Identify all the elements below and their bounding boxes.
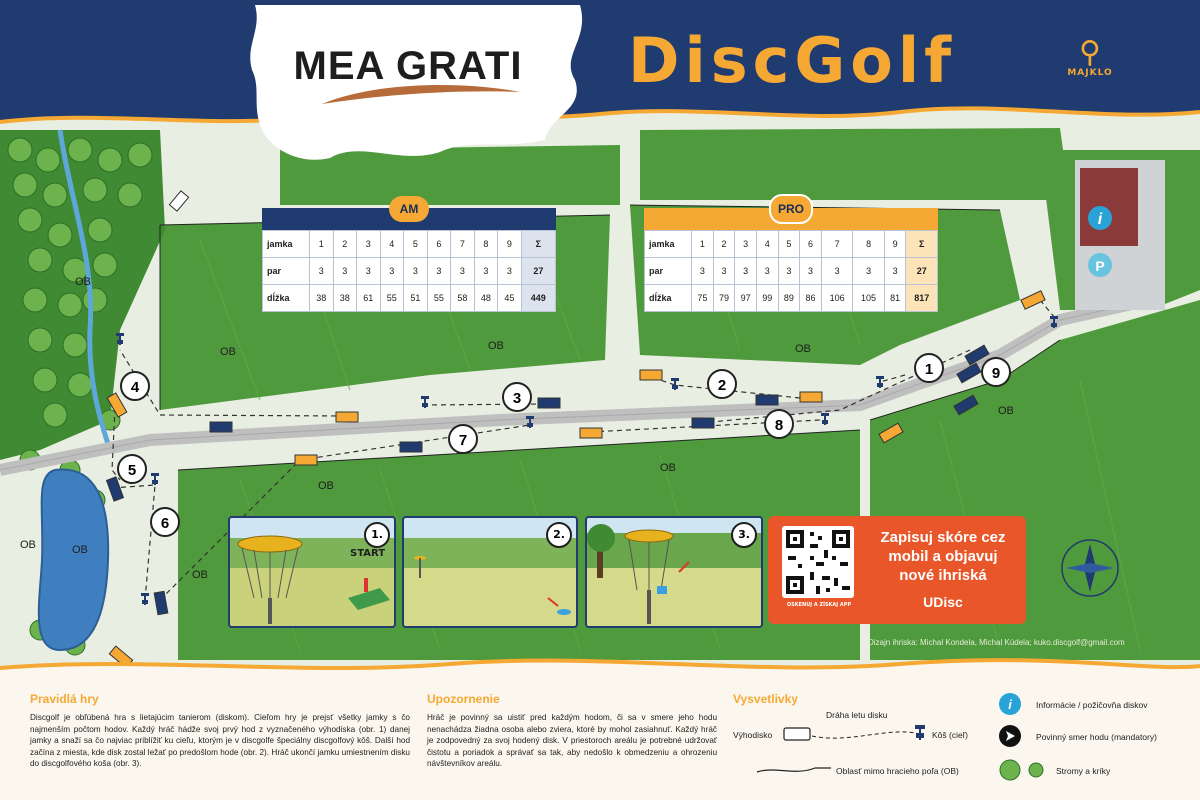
legend-tee: Výhodisko — [733, 730, 773, 740]
brand-logo — [1058, 35, 1122, 78]
legend-info: Informácie / požičovňa diskov — [1036, 700, 1148, 710]
legend-mandatory: Povinný smer hodu (mandatory) — [1036, 732, 1157, 742]
table-row: par 3 3 3 3 3 3 3 3 3 27 — [263, 258, 556, 285]
pro-badge: PRO — [769, 194, 813, 224]
svg-text:7: 7 — [458, 432, 468, 449]
svg-text:3: 3 — [512, 390, 522, 407]
am-badge: AM — [389, 196, 429, 222]
compass-icon — [1062, 540, 1118, 596]
table-row: jamka 1 2 3 4 5 6 7 8 9 Σ — [263, 231, 556, 258]
illustration-number: 1. — [364, 522, 390, 548]
pond — [39, 470, 108, 650]
warning-title: Upozornenie — [427, 692, 500, 706]
udisc-promo[interactable] — [768, 516, 1026, 624]
illustration-basket-finish — [585, 516, 763, 628]
ob-label: OB — [75, 276, 91, 288]
pro-score-table — [644, 202, 938, 312]
ob-label: OB — [488, 340, 504, 352]
legend-flight: Dráha letu disku — [826, 710, 888, 720]
ob-label: OB — [220, 346, 236, 358]
hole-marker-8 — [765, 410, 793, 438]
svg-text:6: 6 — [160, 515, 170, 532]
illustration-number: 2. — [546, 522, 572, 548]
svg-text:4: 4 — [130, 379, 140, 396]
hole-marker-7 — [449, 425, 477, 453]
am-score-table — [262, 202, 556, 312]
start-label: START — [350, 548, 386, 559]
ob-label: OB — [192, 569, 208, 581]
svg-text:8: 8 — [774, 417, 784, 434]
ob-label: OB — [660, 462, 676, 474]
brand-mark-icon: ⚲ — [1079, 35, 1101, 70]
hole-marker-2 — [708, 370, 736, 398]
ob-label: OB — [20, 539, 36, 551]
legend-trees: Stromy a kríky — [1056, 766, 1111, 776]
svg-text:5: 5 — [127, 462, 137, 479]
ob-label: OB — [72, 544, 88, 556]
svg-text:i: i — [1008, 697, 1012, 712]
qr-caption: OSKENUJ A ZÍSKAJ APP — [786, 602, 852, 608]
legend-basket: Kôš (cieľ) — [932, 730, 969, 740]
brand-name: MAJKLO — [1067, 68, 1113, 78]
legend-title: Vysvetlivky — [733, 692, 798, 706]
svg-text:1: 1 — [924, 361, 934, 378]
info-icon — [998, 692, 1022, 716]
table-row: dĺžka 75 79 97 99 89 86 106 105 81 817 — [645, 285, 938, 312]
svg-text:2: 2 — [717, 377, 727, 394]
ob-label: OB — [795, 343, 811, 355]
legend-ob-icon — [755, 762, 835, 778]
rules-title: Pravidlá hry — [30, 692, 99, 706]
hole-marker-3 — [503, 383, 531, 411]
legend-ob: Oblasť mimo hracieho poľa (OB) — [836, 766, 959, 776]
svg-text:9: 9 — [991, 365, 1001, 382]
logo-text: MEA GRATI — [293, 44, 523, 88]
warning-body: Hráč je povinný sa uistiť pred každým hodom, či sa v smere jeho hodu nenachádza žiadna osoba alebo zviera, ktoré by mohol zasiahnuť. Každý hráč je zodpovedný za svoj hodený disk. V priestoroch areálu je potrebné udržovať čistotu a poriadok a správať sa tak, aby nedošlo k obmedzeniu a ohrozeniu návštevníkov areálu. — [427, 713, 717, 768]
table-row: par 3 3 3 3 3 3 3 3 3 27 — [645, 258, 938, 285]
header-band — [0, 0, 1200, 122]
ob-label: OB — [998, 405, 1014, 417]
mea-grati-logo — [248, 18, 568, 158]
hole-marker-6 — [151, 508, 179, 536]
ob-label: OB — [318, 480, 334, 492]
illustration-number: 3. — [731, 522, 757, 548]
hole-marker-4 — [121, 372, 149, 400]
illustration-tee-throw — [228, 516, 396, 628]
table-row: jamka 1 2 3 4 5 6 7 8 9 Σ — [645, 231, 938, 258]
info-sign-text: i — [1097, 211, 1103, 228]
rules-body: Discgolf je obľúbená hra s lietajúcim tanierom (diskom). Cieľom hry je prejsť všetky jamky s čo najmenším počtom hodov. Každý hráč hádže svoj prvý hod z vyznačeného výhodiska (obr. 1) danej jamky a snaží sa čo najviac priblížiť ku cieľu, ktorým je v discgolfe špeciálny discgolfový kôš. Další hod začína z miesta, kde disk zostal ležať po predošlom hode (obr. 2). Hráč ukončí jamku umiestnením disku do discgolfového koša (obr. 3). — [30, 713, 410, 768]
parking-sign-text: P — [1095, 258, 1105, 274]
udisc-logo: UDisc — [923, 594, 963, 610]
hole-marker-1 — [915, 354, 943, 382]
qr-code-icon[interactable] — [782, 526, 854, 598]
design-credit: Dizajn ihriska: Michal Kondela, Michal Kúdela; kuko.discgolf@gmail.com — [868, 638, 1125, 647]
udisc-text: Zapisuj skóre cez mobil a objavuj nové ihriská — [880, 529, 1006, 584]
hole-marker-9 — [982, 358, 1010, 386]
building — [1080, 168, 1138, 246]
table-row: dĺžka 38 38 61 55 51 55 58 48 45 449 — [263, 285, 556, 312]
mandatory-icon — [998, 724, 1022, 748]
tree-icon — [998, 758, 1048, 782]
illustration-next-throw — [402, 516, 578, 628]
hole-marker-5 — [118, 455, 146, 483]
page-title: DiscGolf — [628, 24, 957, 97]
